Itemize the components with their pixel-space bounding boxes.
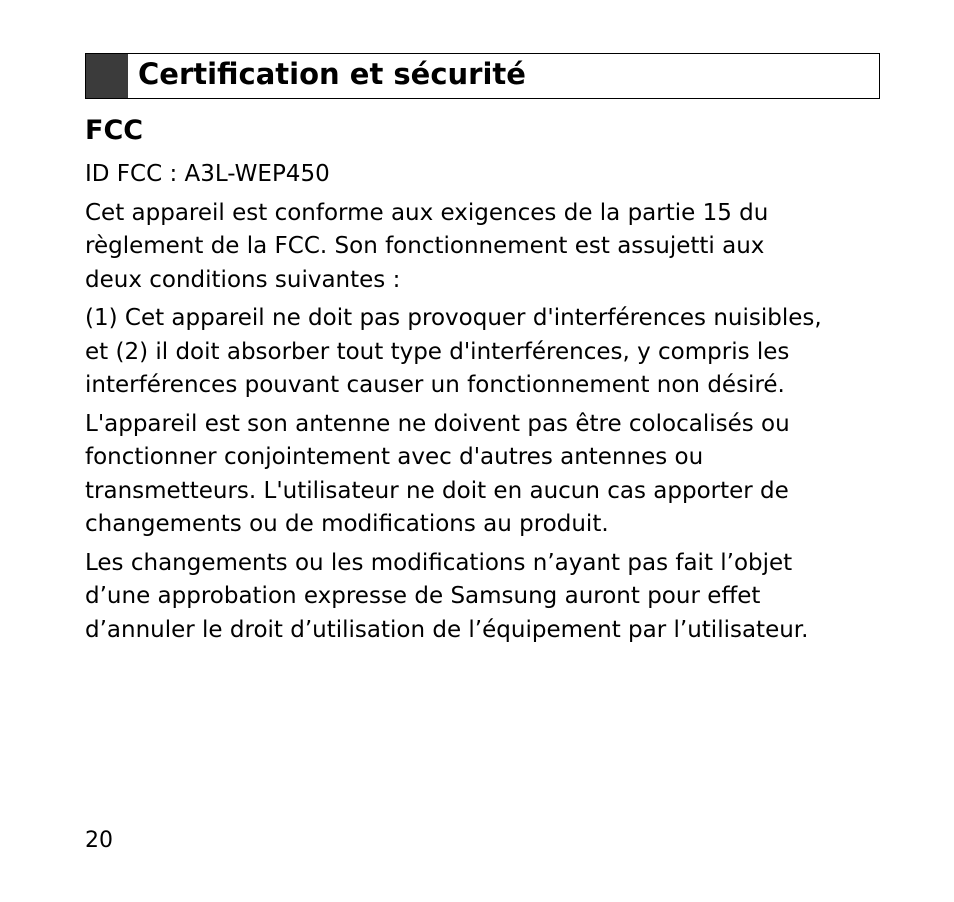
paragraph-line: et (2) il doit absorber tout type d'interférences, y compris les [85, 338, 790, 365]
page-number: 20 [85, 828, 113, 853]
paragraph-line: transmetteurs. L'utilisateur ne doit en aucun cas apporter de [85, 477, 789, 504]
subheading-fcc: FCC [85, 115, 144, 146]
paragraph-line: d’annuler le droit d’utilisation de l’équipement par l’utilisateur. [85, 616, 809, 643]
paragraph-3 [85, 408, 885, 542]
paragraph-line: règlement de la FCC. Son fonctionnement est assujetti aux [85, 233, 765, 259]
section-marker [86, 54, 128, 98]
paragraph-2 [85, 302, 885, 403]
paragraph-4 [85, 547, 885, 648]
paragraph-line: Les changements ou les modifications n’ayant pas fait l’objet [85, 549, 793, 576]
paragraph-1 [85, 197, 885, 298]
section-header [85, 53, 880, 99]
document-body [85, 158, 885, 652]
paragraph-line: deux conditions suivantes : [85, 266, 401, 293]
paragraph-line: (1) Cet appareil ne doit pas provoquer d'interférences nuisibles, [85, 305, 822, 331]
paragraph-line: interférences pouvant causer un fonctionnement non désiré. [85, 372, 785, 398]
paragraph-line: changements ou de modifications au produit. [85, 511, 609, 537]
paragraph-line: Cet appareil est conforme aux exigences de la partie 15 du [85, 199, 769, 226]
section-title: Certification et sécurité [138, 57, 526, 91]
fcc-id: ID FCC : A3L-WEP450 [85, 161, 330, 187]
paragraph-line: L'appareil est son antenne ne doivent pas être colocalisés ou [85, 410, 790, 437]
paragraph-line: d’une approbation expresse de Samsung auront pour effet [85, 583, 761, 609]
paragraph-line: fonctionner conjointement avec d'autres antennes ou [85, 444, 704, 470]
